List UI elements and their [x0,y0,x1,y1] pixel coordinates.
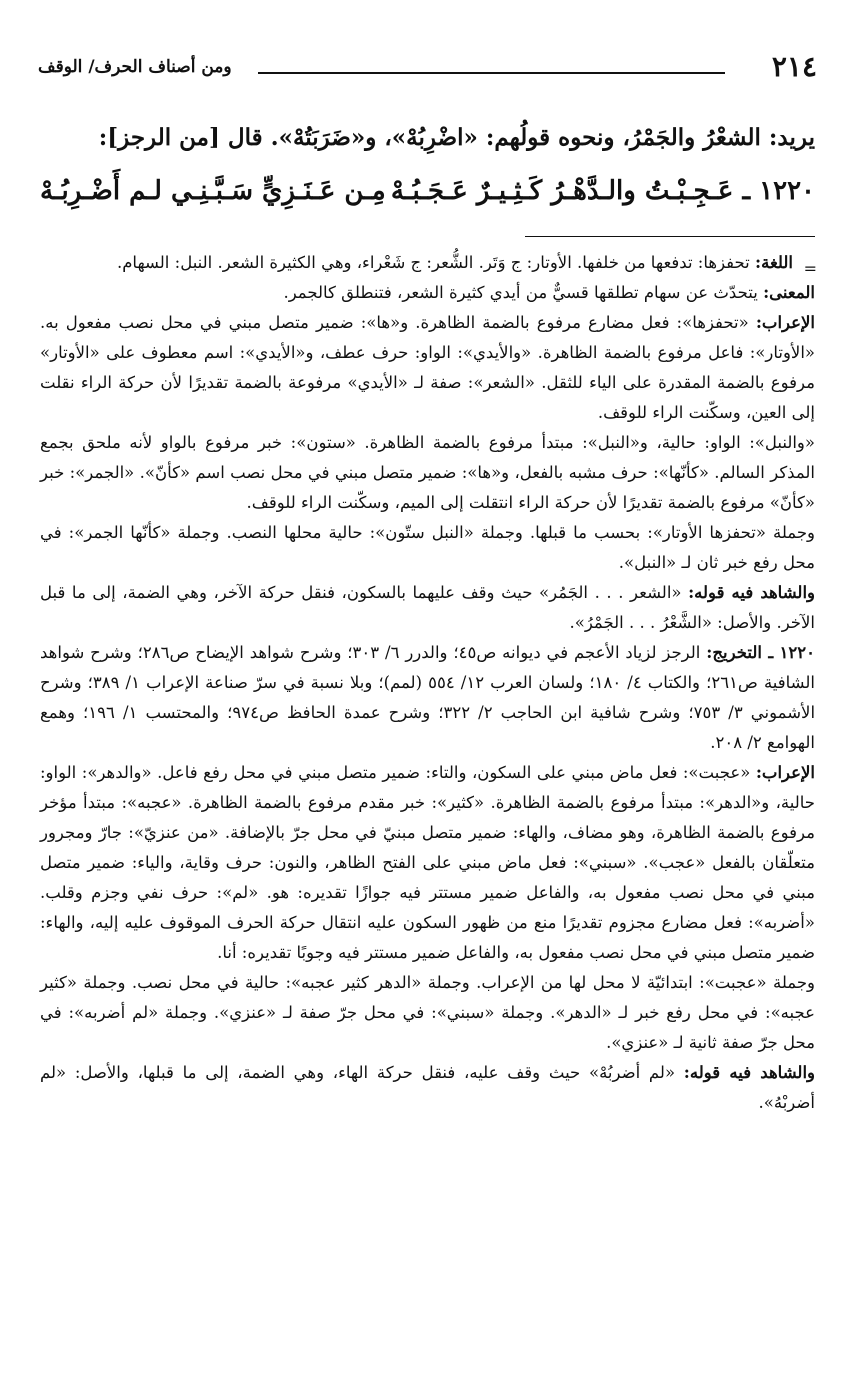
note-text: يتحدّث عن سهام تطلقها قسيٌّ من أيدي كثيرة الشعر، فتنطلق كالجمر. [283,283,764,302]
note-text: الرجز لزياد الأعجم في ديوانه ص٤٥؛ والدرر ٦/ ٣٠٣؛ وشرح شواهد الإيضاح ص٢٨٦؛ وشرح شواهد الشافية ص٢٦١؛ والكتاب ٤/ ١٨٠؛ ولسان العرب ١٢/ ٥٥٤ (لمم)؛ وبلا نسبة في سرّ صناعة الإعراب ١/ ٣٨٩؛ وشرح الأشموني ٣/ ٧٥٣؛ وشرح شافية ابن الحاجب ٢/ ٣٢٢؛ وشرح عمدة الحافظ ص٩٧٤؛ والمحتسب ١/ ١٩٦؛ وهمع الهوامع ٢/ ٢٠٨. [40,643,816,752]
verse-line [40,166,815,216]
note-term: المعنى: [763,283,815,302]
note-text: «عجبت»: فعل ماض مبني على السكون، والتاء: ضمير متصل مبني في محل رفع فاعل. «والدهر»: الواو: حالية، و«الدهر»: مبتدأ مرفوع بالضمة الظاهرة. «كثير»: خبر مقدم مرفوع بالضمة الظاهرة. «عجبه»: مبتدأ مؤخر مرفوع بالضمة الظاهرة، وهو مضاف، والهاء: ضمير متصل مبنيّ في محل جرّ بالإضافة. «من عنزيّ»: جارّ ومجرور متعلّقان بالفعل «عجب». «سبني»: فعل ماض مبني على الفتح الظاهر، والنون: حرف وقاية، والياء: ضمير متصل مبني في محل نصب مفعول به، والفاعل ضمير مستتر فيه جوازًا تقديره: هو. «لم»: حرف نفي وجزم وقلب. «أضربه»: فعل مضارع مجزوم تقديرًا منع من ظهور السكون عليه انتقال حركة الحرف الموقوف عليه إليه، والهاء: ضمير متصل مبني في محل نصب مفعول به، والفاعل ضمير مستتر فيه وجوبًا تقديره: أنا. [40,763,815,962]
note-paragraph [40,638,815,758]
note-text: «والنبل»: الواو: حالية، و«النبل»: مبتدأ مرفوع بالضمة الظاهرة. «ستون»: خبر مرفوع بالواو لأنه ملحق بجمع المذكر السالم. «كأنّها»: حرف مشبه بالفعل، و«ها»: ضمير متصل مبني في محل نصب اسم «كأنّ». «الجمر»: خبر «كأنّ» مرفوع بالضمة تقديرًا لأن حركة الراء انتقلت إلى الميم، وسكّنت الراء للوقف. [40,433,815,512]
note-term: والشاهد فيه قوله: [683,1063,815,1082]
header-rule [258,72,725,74]
note-paragraph [40,428,815,518]
footnotes [40,248,815,1118]
note-paragraph [40,518,815,578]
page-header [38,50,817,84]
verse-first-half: ١٢٢٠ ـ عَـجِـبْـتُ والـدَّهْـرُ كَـثِـيـرٌ عَـجَـبُـهْ [390,176,815,206]
verse-second-half: مِـن عَـنَـزِيٍّ سَـبَّـنِـي لـم أَضْـرِبُـهْ [40,176,386,206]
running-head: ومن أصناف الحرف/ الوقف [38,57,232,77]
footnote-separator [525,236,815,237]
note-term: اللغة: [755,253,793,272]
note-term: الإعراب: [755,313,815,332]
note-term: ١٢٢٠ ـ التخريج: [706,643,815,662]
note-paragraph [40,578,815,638]
note-text: «تحفزها»: فعل مضارع مرفوع بالضمة الظاهرة. و«ها»: ضمير متصل مبني في محل نصب مفعول به. «الأوتار»: فاعل مرفوع بالضمة الظاهرة. «والأيدي»: الواو: حرف عطف، و«الأيدي»: اسم معطوف على «الأوتار» مرفوع بالضمة المقدرة على الياء للثقل. «الشعر»: صفة لـ «الأيدي» مرفوعة بالضمة تقديرًا لأن حركة الراء نقلت إلى العين، وسكّنت الراء للوقف. [40,313,815,422]
note-text: «لم أضربُهْ» حيث وقف عليه، فنقل حركة الهاء، وهي الضمة، إلى ما قبلها، والأصل: «لم أضربْهُ». [40,1063,815,1112]
note-paragraph [40,968,815,1058]
note-text: «الشعر . . . الجَمُر» حيث وقف عليهما بالسكون، فنقل حركة الآخر، وهي الضمة، إلى ما قبل الآخر. والأصل: «الشَّعْرُ . . . الجَمْرُ». [40,583,815,632]
note-text: وجملة «عجبت»: ابتدائيّة لا محل لها من الإعراب. وجملة «الدهر كثير عجبه»: حالية في محل نصب. وجملة «كثير عجبه»: في محل رفع خبر لـ «الدهر». وجملة «سبني»: في محل جرّ صفة لـ «عنزي». وجملة «لم أضربه»: في محل جرّ صفة ثانية لـ «عنزي». [40,973,815,1052]
note-term: والشاهد فيه قوله: [688,583,816,602]
intro-line: يريد: الشعْرُ والجَمْرُ، ونحوه قولُهم: «اضْرِبُهْ»، و«ضَرَبَتُهْ». قال [من الرجز]: [98,124,815,151]
note-paragraph [40,1058,815,1118]
note-paragraph [40,308,815,428]
note-text: تحفزها: تدفعها من خلفها. الأوتار: ج وَتَر. الشُّعر: ج شَعْراء، وهي الكثيرة الشعر. النبل: السهام. [116,253,756,272]
page-number: ٢١٤ [771,50,817,83]
note-term: الإعراب: [755,763,815,782]
note-text: وجملة «تحفزها الأوتار»: بحسب ما قبلها. وجملة «النبل ستّون»: حالية محلها النصب. وجملة «كأنّها الجمر»: في محل رفع خبر ثان لـ «النبل». [40,523,815,572]
continuation-mark: = [803,259,817,278]
note-paragraph [40,758,815,968]
note-paragraph [40,248,815,278]
note-paragraph [40,278,815,308]
